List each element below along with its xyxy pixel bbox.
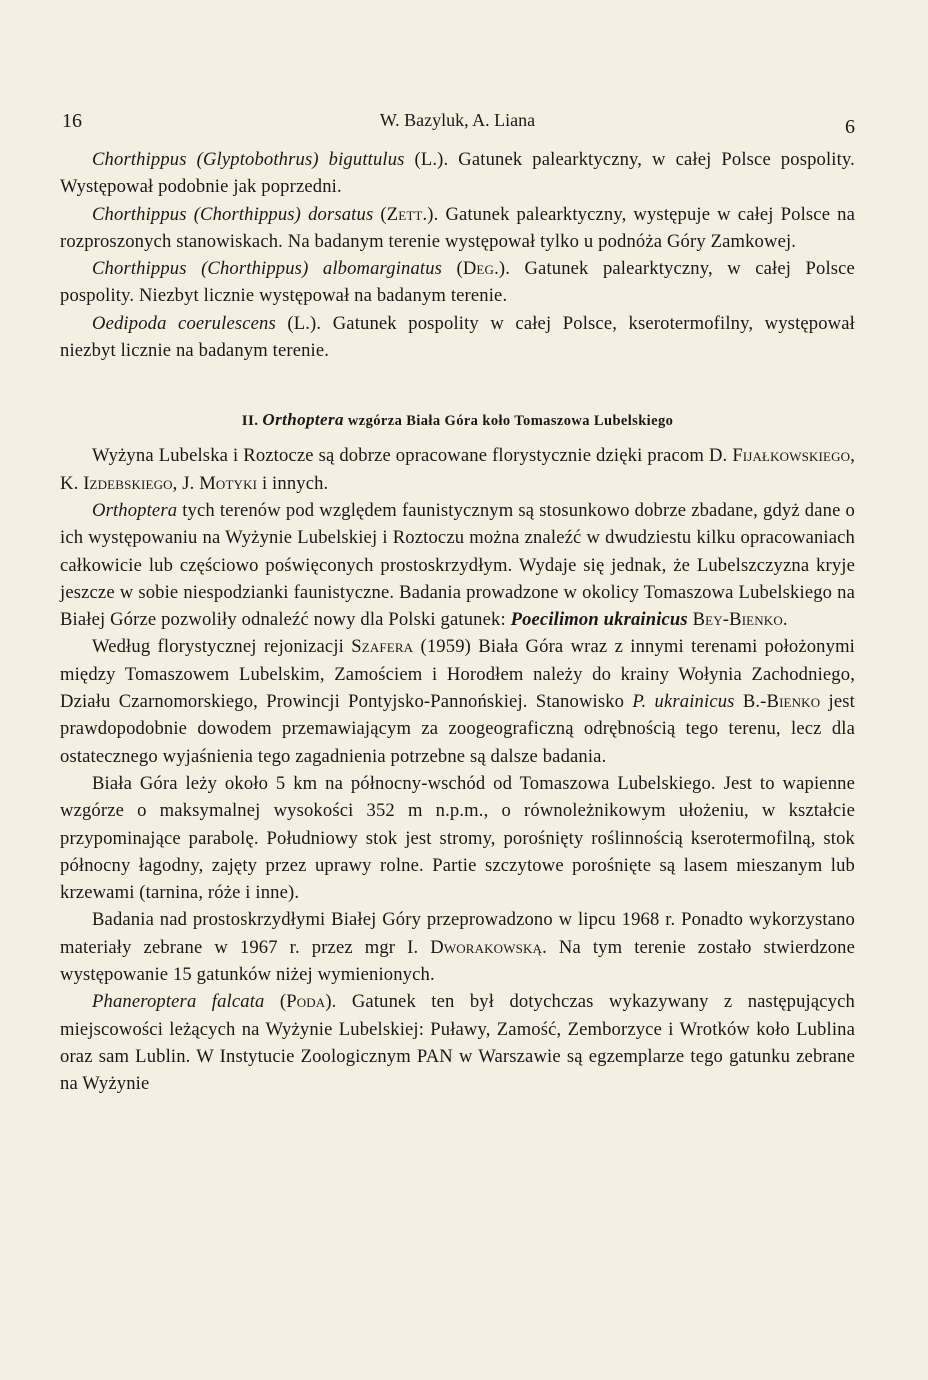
text-run: i innych. bbox=[261, 472, 329, 494]
section-title: wzgórza Biała Góra koło Tomaszowa Lubelskiego bbox=[347, 413, 674, 430]
species-entry bbox=[60, 255, 855, 310]
entry-text: Gatunek ten był dotychczas wykazywany z następujących miejscowości leżących na Wyżynie Lubelskiej: Puławy, Zamość, Zemborzyce i Wrotków koło Lublina oraz sam Lublin. W Instytucie Zoologicznym PAN w Warszawie są egzemplarze tego gatunku zebrane na Wyżynie bbox=[60, 991, 855, 1095]
page bbox=[60, 110, 855, 1098]
author-name: B.-Bienko bbox=[742, 691, 821, 713]
body-paragraph: Biała Góra leży około 5 km na północny-wschód od Tomaszowa Lubelskiego. Jest to wapienne wzgórze o maksymalnej wysokości 352 m n.p.m., o równoleżnikowym ułożeniu, w kształcie przypominające parabolę. Południowy stok jest stromy, porośnięty roślinnością kserotermofilną, stok północny łagodny, zajęty przez uprawy rolne. Partie szczytowe porośnięte są lasem mieszanym lub krzewami (tarnina, róże i inne). bbox=[60, 772, 855, 904]
author-name: Izdebskiego bbox=[83, 472, 173, 494]
entry-text: Gatunek palearktyczny, w całej Polsce pospolity. Występował podobnie jak poprzedni. bbox=[60, 149, 855, 198]
author: (L.). bbox=[287, 312, 322, 334]
author-name: Motyki bbox=[199, 472, 258, 494]
text-run: . bbox=[782, 609, 788, 631]
text-run: (1959) Biała Góra wraz z innymi terenami położonymi między Tomaszowem Lubelskim, Zamościem i Horodłem należy do krainy Wołynia Zachodniego, Działu Czarnomorskiego, Prowincji Pontyjsko-Pannońskiej. Stanowisko bbox=[60, 636, 855, 713]
author-name: Dworakowską bbox=[430, 936, 543, 958]
body-paragraph bbox=[60, 633, 855, 769]
genus: Chorthippus bbox=[92, 258, 187, 280]
body-paragraph bbox=[60, 497, 855, 633]
author: (L.). bbox=[414, 149, 449, 170]
text-run: tych terenów pod względem faunistycznym są stosunkowo dobrze zbadane, gdyż dane o ich występowaniu na Wyżynie Lubelskiej i Roztoczu można znaleźć w dwudziestu kilku opracowaniach całkowicie lub częściowo poświęconych prostoskrzydłym. Wydaje się jednak, że Lubelszczyzna kryje jeszcze w sobie niespodzianki faunistyczne. Badania prowadzone w okolicy Tomaszowa Lubelskiego na Białej Górze pozwoliły odnaleźć nowy dla Polski gatunek: bbox=[60, 499, 855, 631]
author: (Deg.). bbox=[456, 258, 511, 280]
subgenus: (Glyptobothrus) bbox=[196, 149, 319, 170]
author-name: Bey-Bienko bbox=[692, 609, 783, 631]
epithet: dorsatus bbox=[308, 203, 374, 225]
entry-text: Gatunek palearktyczny, w całej Polsce pospolity. Niezbyt licznie występował na badanym terenie. bbox=[60, 258, 855, 307]
section-heading bbox=[60, 410, 855, 430]
author: (Zett.). bbox=[380, 203, 439, 225]
text-run: , K. bbox=[60, 445, 855, 494]
text-run: Według florystycznej rejonizacji bbox=[92, 636, 344, 658]
epithet: coerulescens bbox=[178, 312, 276, 334]
text-run: . Na tym terenie zostało stwierdzone występowanie 15 gatunków niżej wymienionych. bbox=[60, 936, 855, 986]
body-paragraph bbox=[60, 442, 855, 497]
author-name: Szafera bbox=[351, 636, 414, 658]
taxon-name: Poecilimon ukrainicus bbox=[510, 609, 688, 631]
genus: Oedipoda bbox=[92, 312, 167, 334]
page-number: 16 bbox=[62, 110, 82, 132]
taxon-name: P. ukrainicus bbox=[632, 691, 735, 713]
running-head bbox=[60, 110, 855, 144]
entry-text: Gatunek palearktyczny, występuje w całej Polsce na rozproszonych stanowiskach. Na badanym terenie występował tylko u podnóża Góry Zamkowej. bbox=[60, 203, 855, 252]
text-run: Wyżyna Lubelska i Roztocze są dobrze opracowane florystycznie dzięki pracom D. bbox=[92, 445, 728, 467]
section-number: II. bbox=[241, 413, 259, 430]
author-name: (Poda). bbox=[279, 991, 337, 1013]
epithet: albomarginatus bbox=[322, 258, 443, 280]
section-order: Orthoptera bbox=[262, 410, 344, 430]
subgenus: (Chorthippus) bbox=[193, 203, 302, 225]
taxon-name: Phaneroptera falcata bbox=[92, 991, 265, 1013]
genus: Chorthippus bbox=[92, 203, 187, 225]
running-title: W. Bazyluk, A. Liana bbox=[379, 110, 536, 130]
genus: Chorthippus bbox=[92, 149, 187, 170]
subgenus: (Chorthippus) bbox=[201, 258, 309, 280]
sheet-mark: 6 bbox=[845, 116, 855, 138]
species-entry bbox=[60, 146, 855, 201]
taxon-name: Orthoptera bbox=[92, 499, 178, 521]
epithet: biguttulus bbox=[328, 149, 405, 170]
author-name: Fijałkowskiego bbox=[732, 445, 851, 467]
entry-text: Gatunek pospolity w całej Polsce, kserotermofilny, występował niezbyt licznie na badanym terenie. bbox=[60, 312, 855, 362]
text-run: , J. bbox=[172, 472, 195, 494]
species-entry bbox=[60, 988, 855, 1097]
text-run: Badania nad prostoskrzydłymi Białej Góry przeprowadzono w lipcu 1968 r. Ponadto wykorzystano materiały zebrane w 1967 r. przez mgr I. bbox=[60, 909, 855, 958]
body-paragraph bbox=[60, 906, 855, 988]
species-entry bbox=[60, 201, 855, 256]
text-run: jest prawdopodobnie dowodem przemawiającym za zoogeograficzną odrębnością tego terenu, lecz dla ostatecznego wyjaśnienia tego zagadnienia potrzebne są dalsze badania. bbox=[60, 691, 855, 767]
species-entry bbox=[60, 310, 855, 365]
